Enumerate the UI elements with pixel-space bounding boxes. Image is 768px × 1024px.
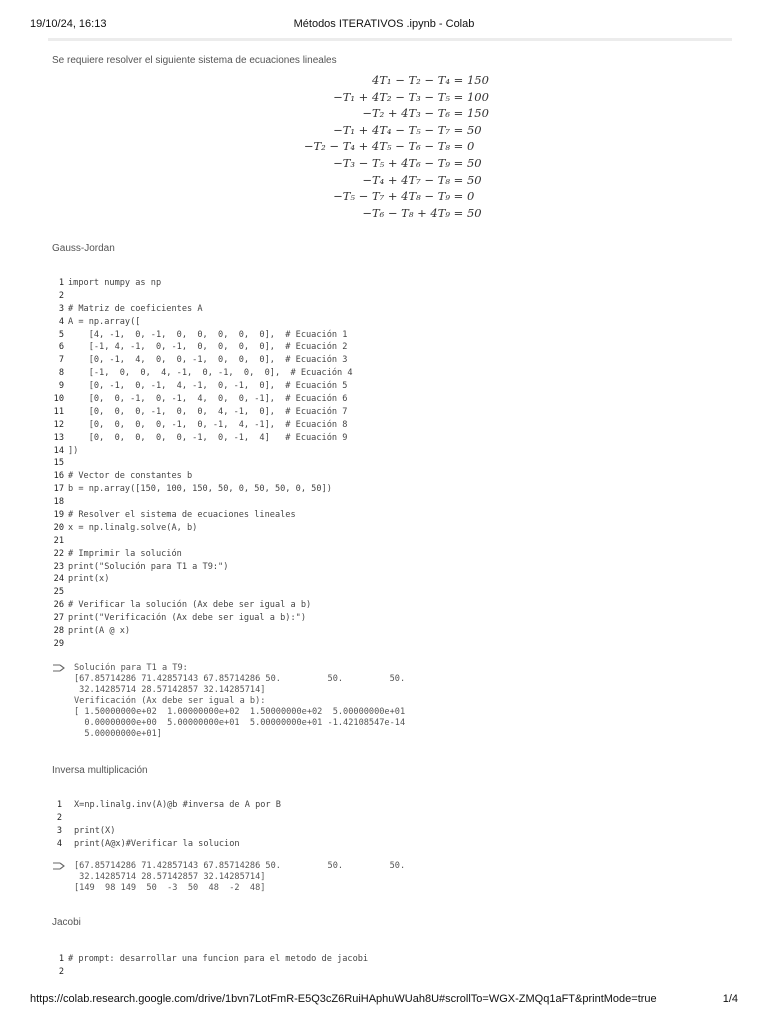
- line-number: 9: [58, 381, 64, 392]
- code-line: [52, 470, 728, 483]
- line-number: 27: [53, 613, 64, 624]
- code-line: [52, 457, 728, 470]
- output-line: 0.00000000e+00 5.00000000e+01 5.00000000e+01 -1.42108547e-14: [74, 718, 406, 728]
- line-number: 2: [58, 966, 64, 977]
- code-line: [52, 573, 728, 586]
- line-number: 1: [56, 800, 62, 810]
- equation-lhs: −T₂ + 4T₃ − T₆: [362, 106, 450, 121]
- section-title-inversa: Inversa multiplicación: [52, 765, 148, 776]
- line-number: 15: [53, 458, 64, 469]
- code-line: [52, 838, 728, 851]
- equation-row: [160, 105, 580, 122]
- line-number: 21: [53, 535, 64, 546]
- equation-row: [160, 122, 580, 139]
- code-text: ]): [68, 445, 79, 456]
- code-line: [52, 799, 728, 812]
- equation-rhs: = 0: [453, 139, 475, 154]
- line-number: 16: [53, 471, 64, 482]
- code-line: [52, 625, 728, 638]
- equation-rhs: = 50: [453, 155, 482, 170]
- print-title: Métodos ITERATIVOS .ipynb - Colab: [293, 18, 475, 30]
- page-url: https://colab.research.google.com/drive/1bvn7LotFmR-E5Q3cZ6RuiHAphuWUah8U#scrollTo=WGX-ZMQq1aFT&printMode=true: [30, 993, 657, 1005]
- code-line: [52, 419, 728, 432]
- output-line: 32.14285714 28.57142857 32.14285714]: [74, 685, 266, 695]
- output-line: Solución para T1 a T9:: [74, 663, 188, 673]
- code-text: # Matriz de coeficientes A: [68, 303, 203, 314]
- line-number: 26: [53, 600, 64, 611]
- code-text: print("Solución para T1 a T9:"): [68, 561, 229, 572]
- line-number: 12: [53, 419, 64, 430]
- code-text: import numpy as np: [68, 278, 162, 288]
- code-cell-jacobi[interactable]: [52, 953, 728, 979]
- code-line: [52, 496, 728, 509]
- code-line: [52, 812, 728, 825]
- equation-lhs: −T₅ − T₇ + 4T₈ − T₉: [333, 189, 450, 204]
- code-line: [52, 535, 728, 548]
- output-cell-gauss-jordan: [52, 663, 405, 740]
- code-text: [0, 0, 0, -1, 0, 0, 4, -1, 0], # Ecuación 7: [68, 406, 348, 417]
- equation-rhs: = 50: [453, 205, 482, 220]
- output-line: [149 98 149 50 -3 50 48 -2 48]: [74, 883, 266, 893]
- line-number: 4: [58, 316, 64, 327]
- code-line: [52, 638, 728, 651]
- line-number: 17: [53, 484, 64, 495]
- equation-row: [160, 188, 580, 205]
- equation-row: [160, 205, 580, 222]
- line-number: 13: [53, 432, 64, 443]
- line-number: 1: [58, 954, 64, 964]
- code-line: [52, 329, 728, 342]
- code-line: [52, 561, 728, 574]
- page-number: 1/4: [722, 993, 738, 1005]
- equation-lhs: −T₁ + 4T₂ − T₃ − T₅: [333, 89, 450, 104]
- equation-row: [160, 155, 580, 172]
- code-text: print(A @ x): [68, 626, 131, 637]
- code-line: [52, 445, 728, 458]
- output-line: [67.85714286 71.42857143 67.85714286 50. 50. 50.: [74, 674, 406, 684]
- equation-rhs: = 100: [453, 89, 489, 104]
- line-number: 7: [58, 355, 64, 366]
- equation-rhs: = 150: [453, 106, 489, 121]
- line-number: 3: [58, 303, 64, 314]
- equation-row: [160, 89, 580, 106]
- code-text: [4, -1, 0, -1, 0, 0, 0, 0, 0], # Ecuación 1: [68, 329, 348, 340]
- code-line: [52, 599, 728, 612]
- line-number: 28: [53, 626, 64, 637]
- line-number: 24: [53, 574, 64, 585]
- code-line: [52, 367, 728, 380]
- equation-lhs: 4T₁ − T₂ − T₄: [371, 73, 450, 87]
- equation-row: [160, 172, 580, 189]
- code-line: [52, 432, 728, 445]
- code-text: # Verificar la solución (Ax debe ser igual a b): [68, 600, 312, 611]
- code-text: [-1, 4, -1, 0, -1, 0, 0, 0, 0], # Ecuación 2: [68, 342, 348, 353]
- line-number: 25: [53, 587, 64, 598]
- code-text: # Imprimir la solución: [68, 548, 182, 559]
- line-number: 23: [53, 561, 64, 572]
- line-number: 11: [53, 406, 64, 417]
- code-text: A = np.array([: [68, 316, 141, 327]
- output-toggle-icon[interactable]: [52, 663, 66, 673]
- code-text: x = np.linalg.solve(A, b): [68, 522, 198, 533]
- equation-row: [160, 72, 580, 89]
- code-text: X=np.linalg.inv(A)@b #inversa de A por B: [74, 800, 281, 810]
- print-datetime: 19/10/24, 16:13: [30, 18, 107, 30]
- line-number: 8: [58, 368, 64, 379]
- equation-row: [160, 138, 580, 155]
- code-text: print(X): [74, 825, 116, 836]
- code-line: [52, 277, 728, 290]
- line-number: 4: [56, 838, 62, 849]
- code-line: [52, 354, 728, 367]
- code-line: [52, 522, 728, 535]
- code-text: # Resolver el sistema de ecuaciones lineales: [68, 510, 296, 521]
- code-line: [52, 406, 728, 419]
- equation-lhs: −T₁ + 4T₄ − T₅ − T₇: [333, 122, 450, 137]
- code-text: print("Verificación (Ax debe ser igual a b):"): [68, 613, 306, 624]
- code-text: [0, -1, 4, 0, 0, -1, 0, 0, 0], # Ecuación 3: [68, 355, 348, 366]
- code-line: [52, 316, 728, 329]
- code-line: [52, 341, 728, 354]
- code-text: [0, -1, 0, -1, 4, -1, 0, -1, 0], # Ecuación 5: [68, 381, 348, 392]
- code-line: [52, 953, 728, 966]
- header-divider: [48, 38, 732, 41]
- code-text: [0, 0, -1, 0, -1, 4, 0, 0, -1], # Ecuación 6: [68, 394, 348, 405]
- output-cell-inversa: [52, 861, 405, 894]
- code-line: [52, 380, 728, 393]
- equation-system: [160, 72, 580, 221]
- equation-lhs: −T₆ − T₈ + 4T₉: [362, 205, 450, 220]
- output-line: [67.85714286 71.42857143 67.85714286 50. 50. 50.: [74, 861, 406, 871]
- code-line: [52, 612, 728, 625]
- code-text: # prompt: desarrollar una funcion para el metodo de jacobi: [68, 954, 369, 964]
- equation-rhs: = 50: [453, 172, 482, 187]
- code-cell-gauss-jordan[interactable]: [52, 277, 728, 651]
- code-line: [52, 586, 728, 599]
- line-number: 1: [58, 278, 64, 288]
- equation-rhs: = 150: [453, 73, 489, 87]
- code-text: [-1, 0, 0, 4, -1, 0, -1, 0, 0], # Ecuación 4: [68, 368, 353, 379]
- line-number: 10: [53, 394, 64, 405]
- code-line: [52, 483, 728, 496]
- line-number: 29: [53, 638, 64, 649]
- intro-text: Se requiere resolver el siguiente sistema de ecuaciones lineales: [52, 55, 337, 66]
- code-text: print(x): [68, 574, 110, 585]
- code-cell-inversa[interactable]: [52, 799, 728, 851]
- output-line: 5.00000000e+01]: [74, 729, 162, 739]
- line-number: 14: [53, 445, 64, 456]
- equation-lhs: −T₃ − T₅ + 4T₆ − T₉: [333, 155, 450, 170]
- line-number: 6: [58, 342, 64, 353]
- code-line: [52, 303, 728, 316]
- print-header: [30, 18, 738, 34]
- code-line: [52, 509, 728, 522]
- line-number: 20: [53, 522, 64, 533]
- print-footer: [30, 993, 738, 1009]
- code-text: b = np.array([150, 100, 150, 50, 0, 50, 50, 0, 50]): [68, 484, 332, 495]
- section-title-gauss-jordan: Gauss-Jordan: [52, 243, 115, 254]
- code-line: [52, 393, 728, 406]
- line-number: 2: [58, 290, 64, 301]
- line-number: 3: [56, 825, 62, 836]
- code-line: [52, 548, 728, 561]
- code-line: [52, 825, 728, 838]
- output-line: Verificación (Ax debe ser igual a b):: [74, 696, 266, 706]
- equation-rhs: = 50: [453, 122, 482, 137]
- code-line: [52, 290, 728, 303]
- equation-lhs: −T₄ + 4T₇ − T₈: [362, 172, 450, 187]
- code-text: [0, 0, 0, 0, 0, -1, 0, -1, 4] # Ecuación 9: [68, 432, 348, 443]
- code-text: [0, 0, 0, 0, -1, 0, -1, 4, -1], # Ecuación 8: [68, 419, 348, 430]
- line-number: 5: [58, 329, 64, 340]
- line-number: 22: [53, 548, 64, 559]
- equation-lhs: −T₂ − T₄ + 4T₅ − T₆ − T₈: [303, 139, 450, 154]
- code-text: print(A@x)#Verificar la solucion: [74, 838, 240, 849]
- line-number: 19: [53, 510, 64, 521]
- output-line: 32.14285714 28.57142857 32.14285714]: [74, 872, 266, 882]
- line-number: 2: [56, 812, 62, 823]
- output-toggle-icon[interactable]: [52, 861, 66, 871]
- code-line: [52, 966, 728, 979]
- code-text: # Vector de constantes b: [68, 471, 193, 482]
- section-title-jacobi: Jacobi: [52, 917, 81, 928]
- output-line: [ 1.50000000e+02 1.00000000e+02 1.50000000e+02 5.00000000e+01: [74, 707, 406, 717]
- equation-rhs: = 0: [453, 189, 475, 204]
- line-number: 18: [53, 497, 64, 508]
